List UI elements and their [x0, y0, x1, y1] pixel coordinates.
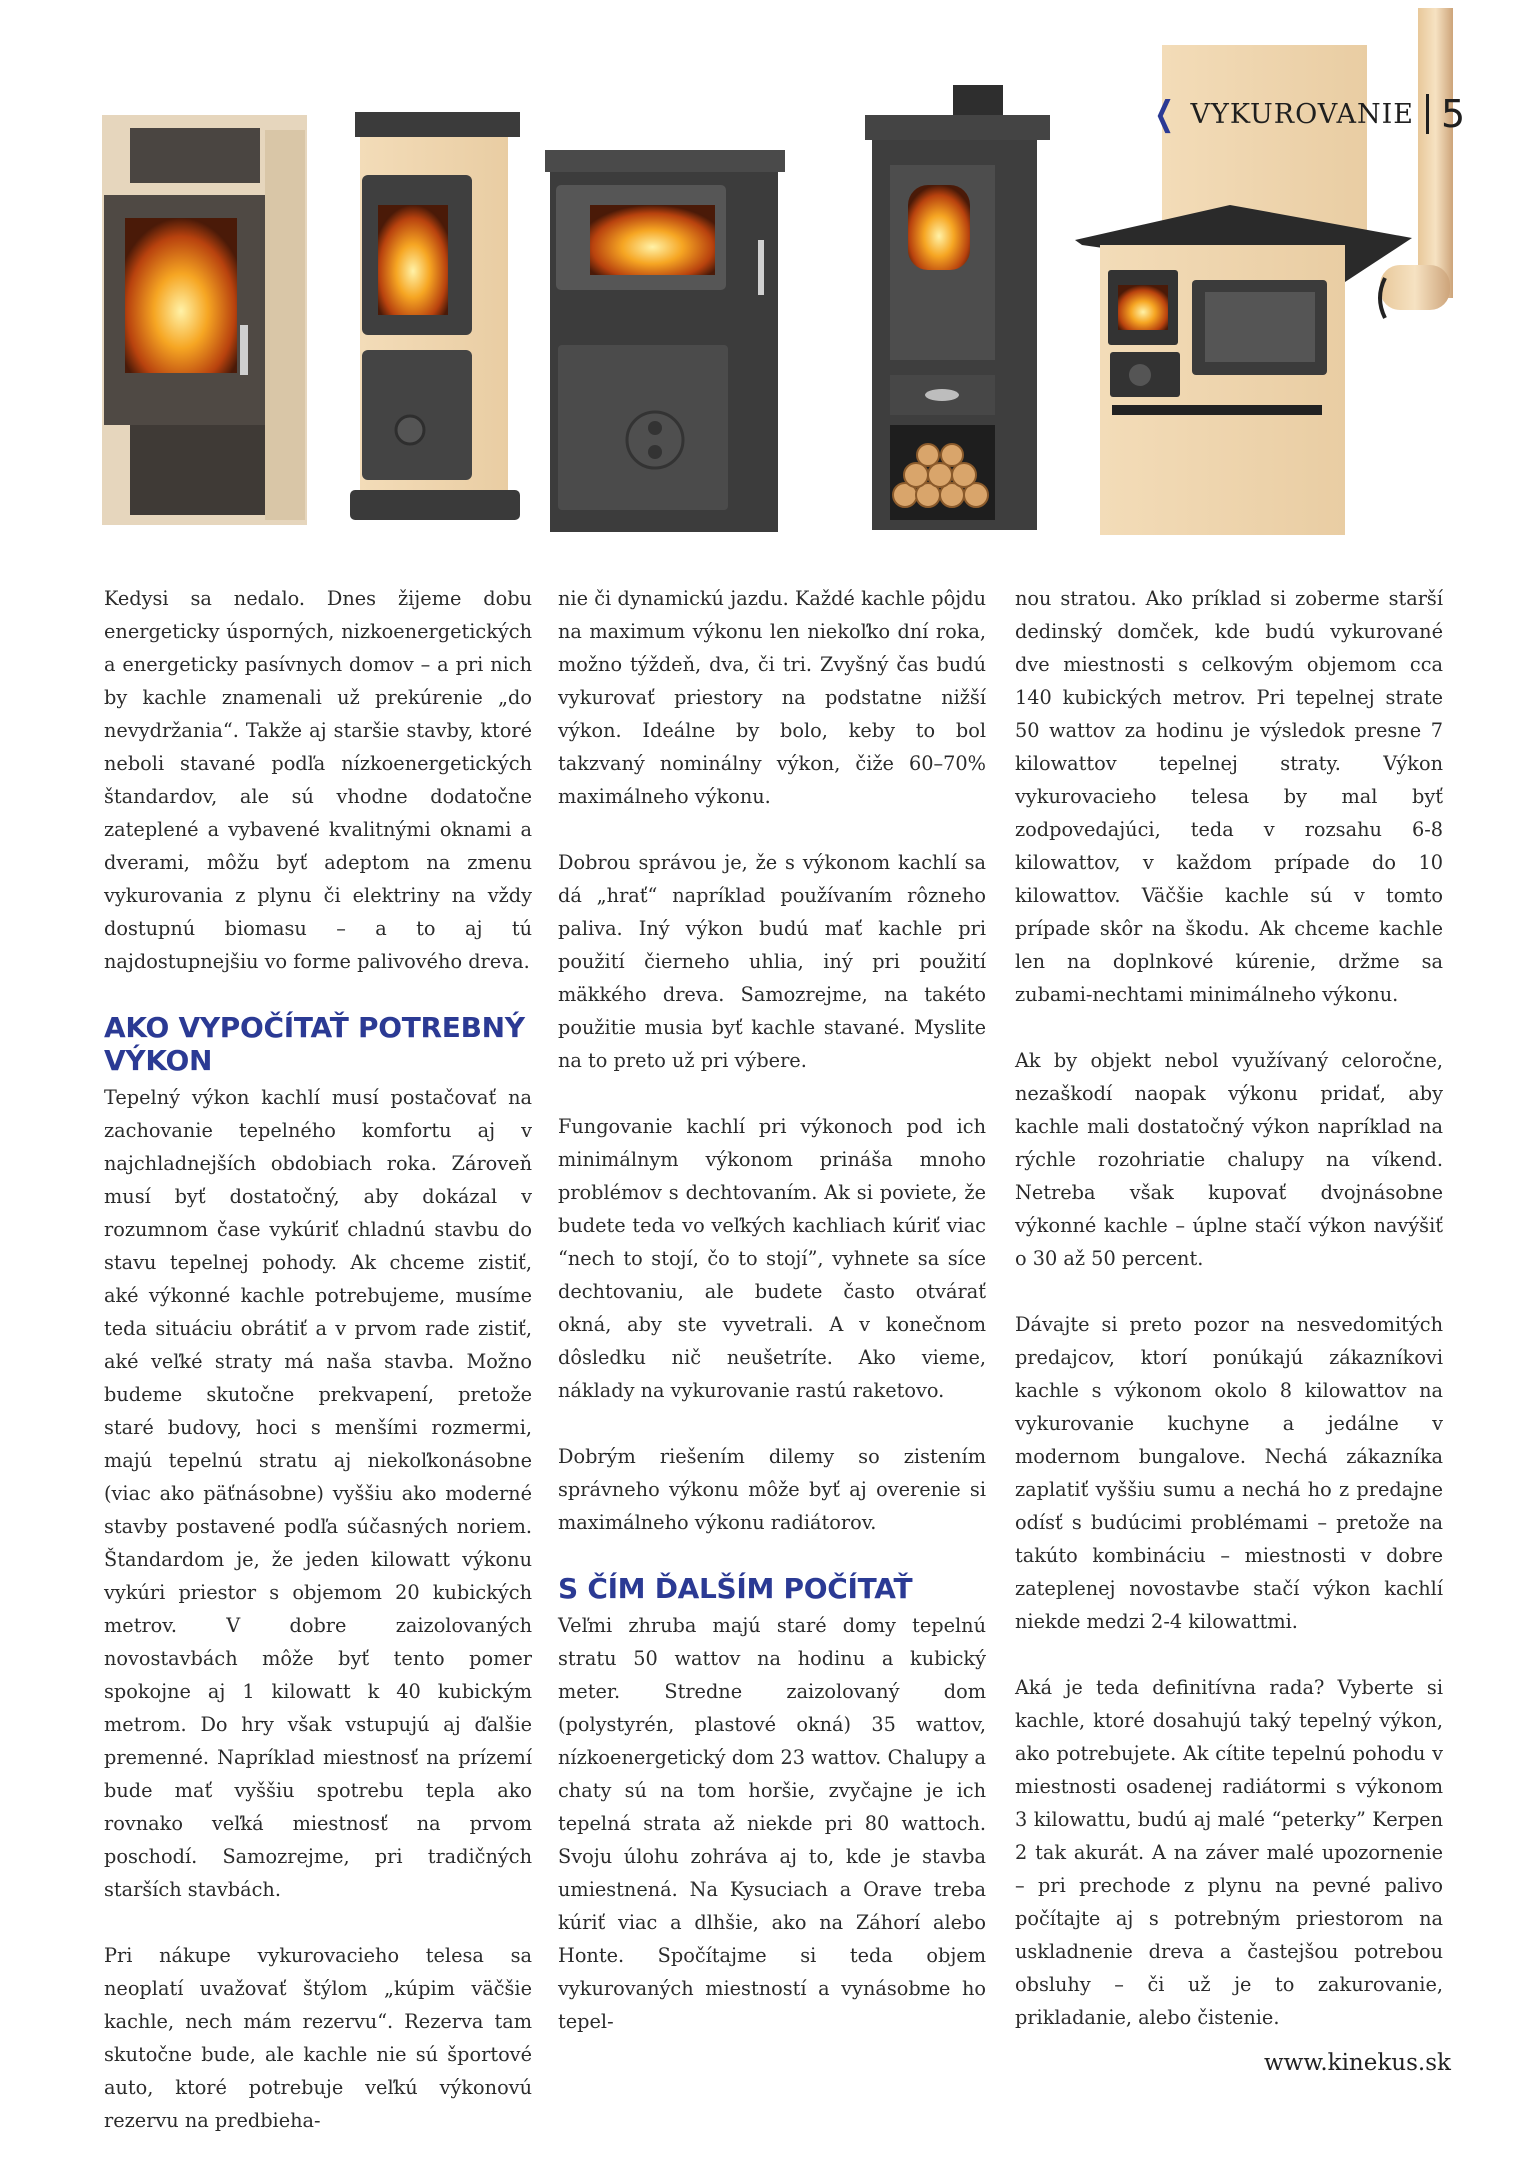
column-1 — [104, 582, 532, 2170]
stove-1 — [102, 115, 307, 525]
stove-5 — [1075, 8, 1453, 535]
stove-4 — [865, 85, 1050, 530]
stove-2 — [350, 112, 520, 520]
paragraph: Tepelný výkon kachlí musí postačovať na zachovanie tepelného komfortu aj v najchladnejších obdobiach roka. Zároveň musí byť dostatočný, aby dokázal v rozumnom čase vykúriť chladnú stavbu do stavu tepelnej pohody. Ak chceme zistiť, aké výkonné kachle potrebujeme, musíme teda situáciu obrátiť a v prvom rade zistiť, aké veľké straty má naša stavba. Možno budeme skutočne prekvapení, pretože staré budovy, hoci s menšími rozmermi, majú tepelnú stratu aj niekoľkonásobne (viac ako päťnásobne) vyššiu ako moderné stavby postavené podľa súčasných noriem. Štandardom je, že jeden kilowatt výkonu vykúri priestor s objemom 20 kubických metrov. V dobre zaizolovaných novostavbách môže byť tento pomer spokojne aj 1 kilowatt k 40 kubickým metrom. Do hry však vstupujú aj ďalšie premenné. Napríklad miestnosť na prízemí bude mať vyššiu spotrebu tepla ako rovnako veľká miestnosť na prvom poschodí. Samozrejme, pri tradičných starších stavbách. — [104, 1086, 532, 1901]
paragraph: Fungovanie kachlí pri výkonoch pod ich minimálnym výkonom prináša mnoho problémov s dechtovaním. Ak si poviete, že budete teda vo veľkých kachliach kúriť viac “nech to stojí, čo to stojí”, vyhnete sa síce dechtovaniu, ale budete často otvárať okná, aby ste vyvetrali. A v konečnom dôsledku nič neušetríte. Ako vieme, náklady na vykurovanie rastú raketovo. — [558, 1115, 986, 1402]
paragraph: Kedysi sa nedalo. Dnes žijeme dobu energeticky úsporných, nizkoenergetických a energeticky pasívnych domov – a pri nich by kachle znamenali už prekúrenie „do nevydržania“. Takže aj staršie stavby, ktoré neboli stavané podľa nízkoenergetických štandardov, ale sú vhodne dodatočne zateplené a vybavené kvalitnými oknami a dverami, môžu byť adeptom na zmenu vykurovania z plynu či elektriny na vždy dostupnú biomasu – a to aj tú najdostupnejšiu vo forme palivového dreva. — [104, 587, 532, 973]
column-3 — [1015, 582, 1443, 2067]
stove-3 — [545, 150, 785, 532]
header-divider — [1426, 94, 1429, 134]
paragraph: nie či dynamickú jazdu. Každé kachle pôjdu na maximum výkonu len niekoľko dní roka, možno týždeň, dva, či tri. Zvyšný čas budú vykurovať priestory na podstatne nižší výkon. Ideálne by bolo, keby to bol takzvaný nominálny výkon, čiže 60–70% maximálneho výkonu. — [558, 587, 986, 808]
stoves-photo — [0, 0, 1529, 560]
section-heading: AKO VYPOČÍTAŤ POTREBNÝ VÝKON — [104, 1011, 525, 1077]
paragraph: Dávajte si preto pozor na nesvedomitých predajcov, ktorí ponúkajú zákazníkovi kachle s výkonom okolo 8 kilowattov na vykurovanie kuchyne a jedálne v modernom bungalove. Nechá zákazníka zaplatiť vyššiu sumu a nechá ho z predajne odísť s budúcimi problémami – pretože na takúto kombináciu – miestnosti v dobre zateplenej novostavbe stačí výkon kachlí niekde medzi 2-4 kilowattmi. — [1015, 1313, 1443, 1633]
footer-website[interactable]: www.kinekus.sk — [1264, 2050, 1451, 2076]
chevron-left-icon: ❮ — [1154, 94, 1175, 134]
paragraph: Veľmi zhruba majú staré domy tepelnú stratu 50 wattov na hodinu a kubický meter. Stredne zaizolovaný dom (polystyrén, plastové okná) 35 wattov, nízkoenergetický dom 23 wattov. Chalupy a chaty sú na tom horšie, zvyčajne je ich tepelná strata až niekde pri 80 wattoch. Svoju úlohu zohráva aj to, kde je stavba umiestnená. Na Kysuciach a Orave treba kúriť viac a dlhšie, ako na Záhorí alebo Honte. Spočítajme si teda objem vykurovaných miestností a vynásobme ho tepel- — [558, 1614, 986, 2033]
paragraph: Dobrým riešením dilemy so zistením správneho výkonu môže byť aj overenie si maximálneho výkonu radiátorov. — [558, 1445, 986, 1534]
paragraph: Ak by objekt nebol využívaný celoročne, nezaškodí naopak výkonu pridať, aby kachle mali dostatočný výkon napríklad na rýchle rozohriatie chalupy na víkend. Netreba však kupovať dvojnásobne výkonné kachle – úplne stačí výkon navýšiť o 30 až 50 percent. — [1015, 1049, 1443, 1270]
section-heading: S ČÍM ĎALŠÍM POČÍTAŤ — [558, 1572, 913, 1605]
paragraph: Pri nákupe vykurovacieho telesa sa neoplatí uvažovať štýlom „kúpim väčšie kachle, nech mám rezervu“. Rezerva tam skutočne bude, ale kachle nie sú športové auto, ktoré potrebuje veľkú výkonovú rezervu na predbieha- — [104, 1944, 532, 2132]
paragraph: nou stratou. Ako príklad si zoberme starší dedinský domček, kde budú vykurované dve miestnosti s celkovým objemom cca 140 kubických metrov. Pri tepelnej strate 50 wattov za hodinu je výsledok presne 7 kilowattov tepelnej straty. Výkon vykurovacieho telesa by mal byť zodpovedajúci, teda v rozsahu 6-8 kilowattov, v každom prípade do 10 kilowattov. Väčšie kachle sú v tomto prípade skôr na škodu. Ak chceme kachle len na doplnkové kúrenie, držme sa zubami-nechtami minimálneho výkonu. — [1015, 587, 1443, 1006]
paragraph: Dobrou správou je, že s výkonom kachlí sa dá „hrať“ napríklad používaním rôzneho paliva. Iný výkon budú mať kachle pri použití čierneho uhlia, iný pri použití mäkkého dreva. Samozrejme, na takéto použitie musia byť kachle stavané. Myslite na to preto už pri výbere. — [558, 851, 986, 1072]
section-label: VYKUROVANIE — [1190, 98, 1414, 130]
running-header — [1150, 92, 1465, 136]
paragraph: Aká je teda definitívna rada? Vyberte si kachle, ktoré dosahujú taký tepelný výkon, ako potrebujete. Ak cítite tepelnú pohodu v miestnosti osadenej radiátormi s výkonom 3 kilowattu, budú aj malé “peterky” Kerpen 2 tak akurát. A na záver malé upozornenie – pri prechode z plynu na pevné palivo počítajte aj s potrebným priestorom na uskladnenie dreva a častejšou potrebou obsluhy – či už je to zakurovanie, prikladanie, alebo čistenie. — [1015, 1676, 1443, 2029]
page-number: 5 — [1440, 92, 1466, 136]
column-2 — [558, 582, 986, 2071]
